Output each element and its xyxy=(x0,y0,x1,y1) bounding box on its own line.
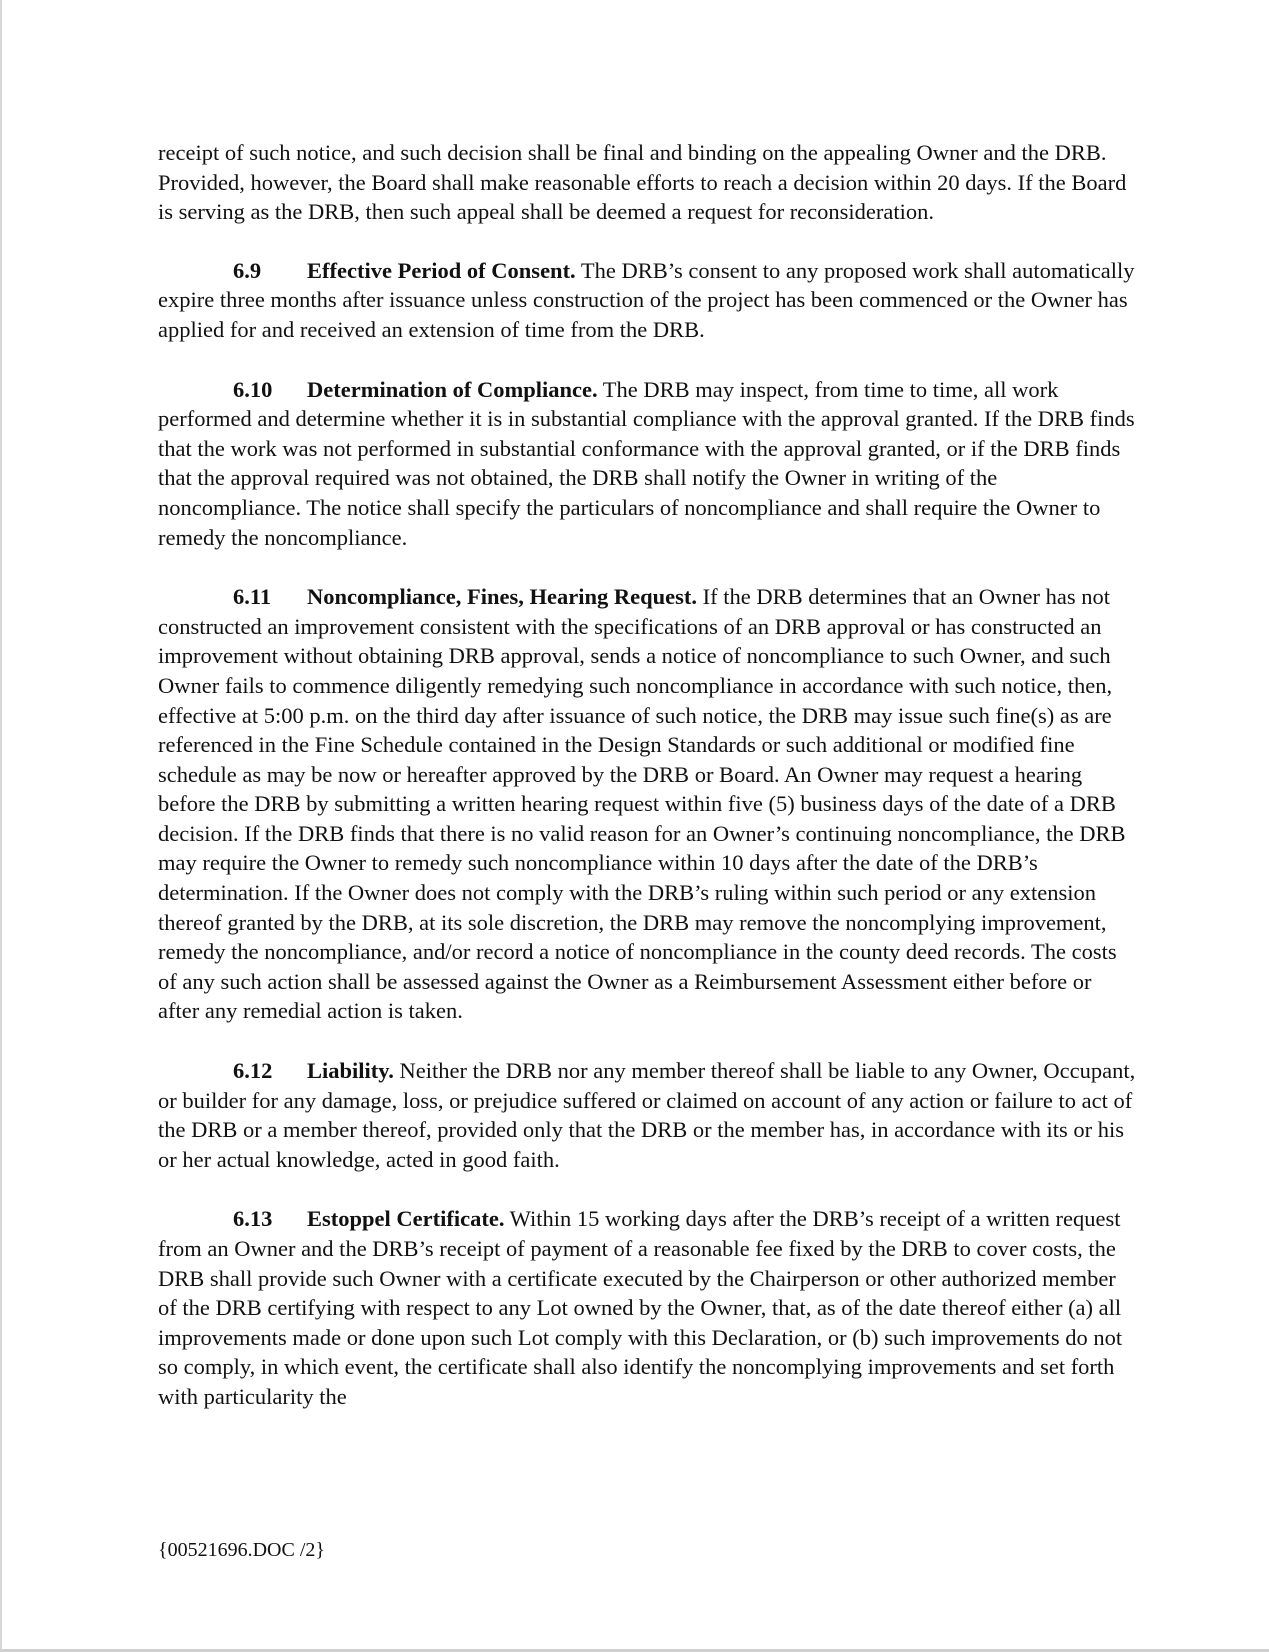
section-6-12 xyxy=(158,1056,1138,1174)
section-number: 6.10 xyxy=(233,376,273,402)
section-text: Neither the DRB nor any member thereof shall be liable to any Owner, Occupant, or builder for any damage, loss, or prejudice suffered or claimed on account of any action or failure to act of the DRB or a member thereof, provided only that the DRB or the member has, in accordance with its or his or her actual knowledge, acted in good faith. xyxy=(158,1058,1136,1172)
section-title: Determination of Compliance. xyxy=(307,376,598,402)
section-title: Effective Period of Consent. xyxy=(307,257,576,283)
section-6-11 xyxy=(158,582,1138,1026)
section-number: 6.9 xyxy=(233,257,262,283)
section-text: Within 15 working days after the DRB’s receipt of a written request from an Owner and the DRB’s receipt of payment of a reasonable fee fixed by the DRB to cover costs, the DRB shall provide such Owner with a certificate executed by the Chairperson or other authorized member of the DRB certifying with respect to any Lot owned by the Owner, that, as of the date thereof either (a) all improvements made or done upon such Lot comply with this Declaration, or (b) such improvements do not so comply, in which event, the certificate shall also identify the noncomplying improvements and set forth with particularity the xyxy=(158,1206,1123,1409)
section-6-10 xyxy=(158,375,1138,553)
section-number: 6.11 xyxy=(233,584,272,610)
section-number: 6.13 xyxy=(233,1206,273,1232)
section-6-9 xyxy=(158,256,1138,345)
section-title: Estoppel Certificate. xyxy=(307,1206,505,1232)
section-title: Liability. xyxy=(307,1058,394,1084)
document-body xyxy=(158,138,1138,1442)
scan-left-edge xyxy=(0,0,2,1652)
continuation-paragraph: receipt of such notice, and such decision shall be final and binding on the appealing Owner and the DRB. Provided, however, the Board shall make reasonable efforts to reach a decision within 20 days. If the Board is serving as the DRB, then such appeal shall be deemed a request for reconsideration. xyxy=(158,140,1127,225)
section-text: The DRB may inspect, from time to time, all work performed and determine whether it is in substantial compliance with the approval granted. If the DRB finds that the work was not performed in substantial conformance with the approval granted, or if the DRB finds that the approval required was not obtained, the DRB shall notify the Owner in writing of the noncompliance. The notice shall specify the particulars of noncompliance and shall require the Owner to remedy the noncompliance. xyxy=(158,376,1135,550)
section-number: 6.12 xyxy=(233,1058,273,1084)
section-6-13 xyxy=(158,1204,1138,1411)
footer-doc-id: {00521696.DOC /2} xyxy=(158,1539,325,1561)
section-title: Noncompliance, Fines, Hearing Request. xyxy=(307,584,697,610)
section-text: If the DRB determines that an Owner has not constructed an improvement consistent with the specifications of an DRB approval or has constructed an improvement without obtaining DRB approval, sends a notice of noncompliance to such Owner, and such Owner fails to commence diligently remedying such noncompliance in accordance with such notice, then, effective at 5:00 p.m. on the third day after issuance of such notice, the DRB may issue such fine(s) as are referenced in the Fine Schedule contained in the Design Standards or such additional or modified fine schedule as may be now or hereafter approved by the DRB or Board. An Owner may request a hearing before the DRB by submitting a written hearing request within five (5) business days of the date of a DRB decision. If the DRB finds that there is no valid reason for an Owner’s continuing noncompliance, the DRB may require the Owner to remedy such noncompliance within 10 days after the date of the DRB’s determination. If the Owner does not comply with the DRB’s ruling within such period or any extension thereof granted by the DRB, at its sole discretion, the DRB may remove the noncomplying improvement, remedy the noncompliance, and/or record a notice of noncompliance in the county deed records. The costs of any such action shall be assessed against the Owner as a Reimbursement Assessment either before or after any remedial action is taken. xyxy=(158,584,1126,1024)
section-text: The DRB’s consent to any proposed work shall automatically expire three months after issuance unless construction of the project has been commenced or the Owner has applied for and received an extension of time from the DRB. xyxy=(158,257,1135,342)
